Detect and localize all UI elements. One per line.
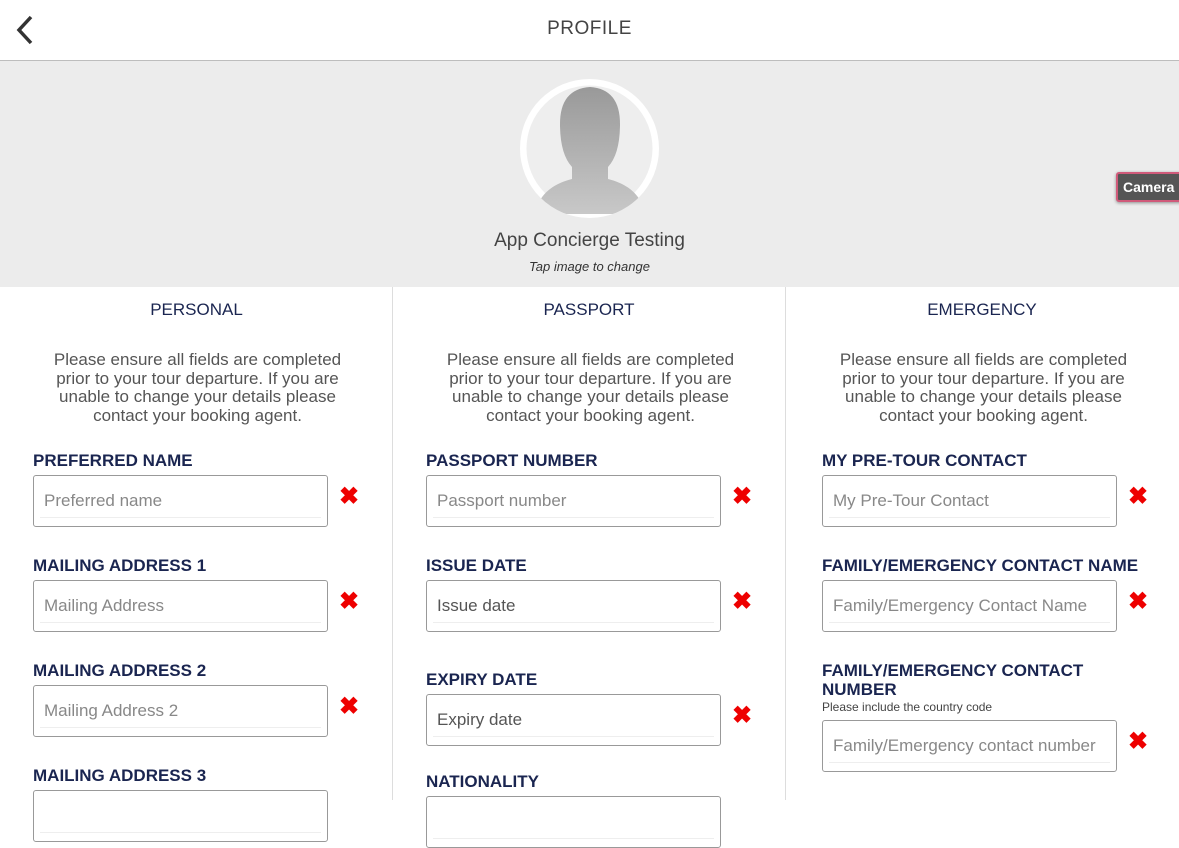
placeholder: Mailing Address 2 (44, 701, 179, 720)
placeholder: Passport number (437, 491, 567, 510)
red-x-icon: ✖ (731, 483, 753, 510)
camera-tooltip: Camera (1116, 172, 1179, 202)
field-label: FAMILY/EMERGENCY CONTACT NUMBER (822, 661, 1084, 699)
emergency-column (785, 287, 1178, 800)
red-x-icon: ✖ (338, 693, 360, 720)
placeholder: Family/Emergency Contact Name (833, 596, 1088, 615)
red-x-icon: ✖ (338, 483, 360, 510)
mailing-address-1-input[interactable] (33, 580, 328, 632)
red-x-icon: ✖ (338, 588, 360, 615)
mailing-address-2-input[interactable] (33, 685, 328, 737)
avatar[interactable] (520, 79, 659, 218)
placeholder: Expiry date (437, 710, 523, 729)
red-x-icon: ✖ (1127, 483, 1149, 510)
profile-name: App Concierge Testing (494, 230, 685, 251)
red-x-icon: ✖ (731, 702, 753, 729)
completion-note: Please ensure all fields are completed prior to your tour departure. If you are unable to change your details please contact your booking agent. (53, 350, 342, 425)
placeholder: Family/Emergency contact number (833, 736, 1096, 755)
nationality-input[interactable] (426, 796, 721, 848)
red-x-icon: ✖ (731, 588, 753, 615)
issue-date-input[interactable] (426, 580, 721, 632)
placeholder: Preferred name (44, 491, 163, 510)
field-label: PREFERRED NAME (33, 451, 193, 470)
page-title: PROFILE (547, 18, 632, 39)
person-silhouette-icon (520, 79, 659, 218)
emergency-heading: EMERGENCY (927, 300, 1037, 319)
field-label: EXPIRY DATE (426, 670, 538, 689)
field-label: NATIONALITY (426, 772, 540, 791)
field-label: MAILING ADDRESS 1 (33, 556, 207, 575)
mailing-address-3-input[interactable] (33, 790, 328, 842)
passport-heading: PASSPORT (543, 300, 635, 319)
field-label: FAMILY/EMERGENCY CONTACT NAME (822, 556, 1139, 575)
field-label: ISSUE DATE (426, 556, 527, 575)
field-label: MAILING ADDRESS 2 (33, 661, 207, 680)
personal-heading: PERSONAL (150, 300, 243, 319)
passport-column (392, 287, 785, 800)
field-sublabel: Please include the country code (822, 700, 993, 714)
expiry-date-input[interactable] (426, 694, 721, 746)
emergency-contact-name-input[interactable] (822, 580, 1117, 632)
completion-note: Please ensure all fields are completed prior to your tour departure. If you are unable to change your details please contact your booking agent. (839, 350, 1128, 425)
completion-note: Please ensure all fields are completed prior to your tour departure. If you are unable to change your details please contact your booking agent. (446, 350, 735, 425)
preferred-name-input[interactable] (33, 475, 328, 527)
red-x-icon: ✖ (1127, 728, 1149, 755)
emergency-contact-number-input[interactable] (822, 720, 1117, 772)
field-label: PASSPORT NUMBER (426, 451, 598, 470)
app-header (0, 0, 1179, 61)
profile-header (0, 61, 1179, 287)
pre-tour-contact-input[interactable] (822, 475, 1117, 527)
red-x-icon: ✖ (1127, 588, 1149, 615)
tap-image-hint: Tap image to change (529, 259, 650, 274)
passport-number-input[interactable] (426, 475, 721, 527)
placeholder: Mailing Address (44, 596, 165, 615)
placeholder: Issue date (437, 596, 516, 615)
placeholder: My Pre-Tour Contact (833, 491, 989, 510)
personal-column (0, 287, 393, 800)
field-label: MAILING ADDRESS 3 (33, 766, 207, 785)
field-label: MY PRE-TOUR CONTACT (822, 451, 1027, 470)
